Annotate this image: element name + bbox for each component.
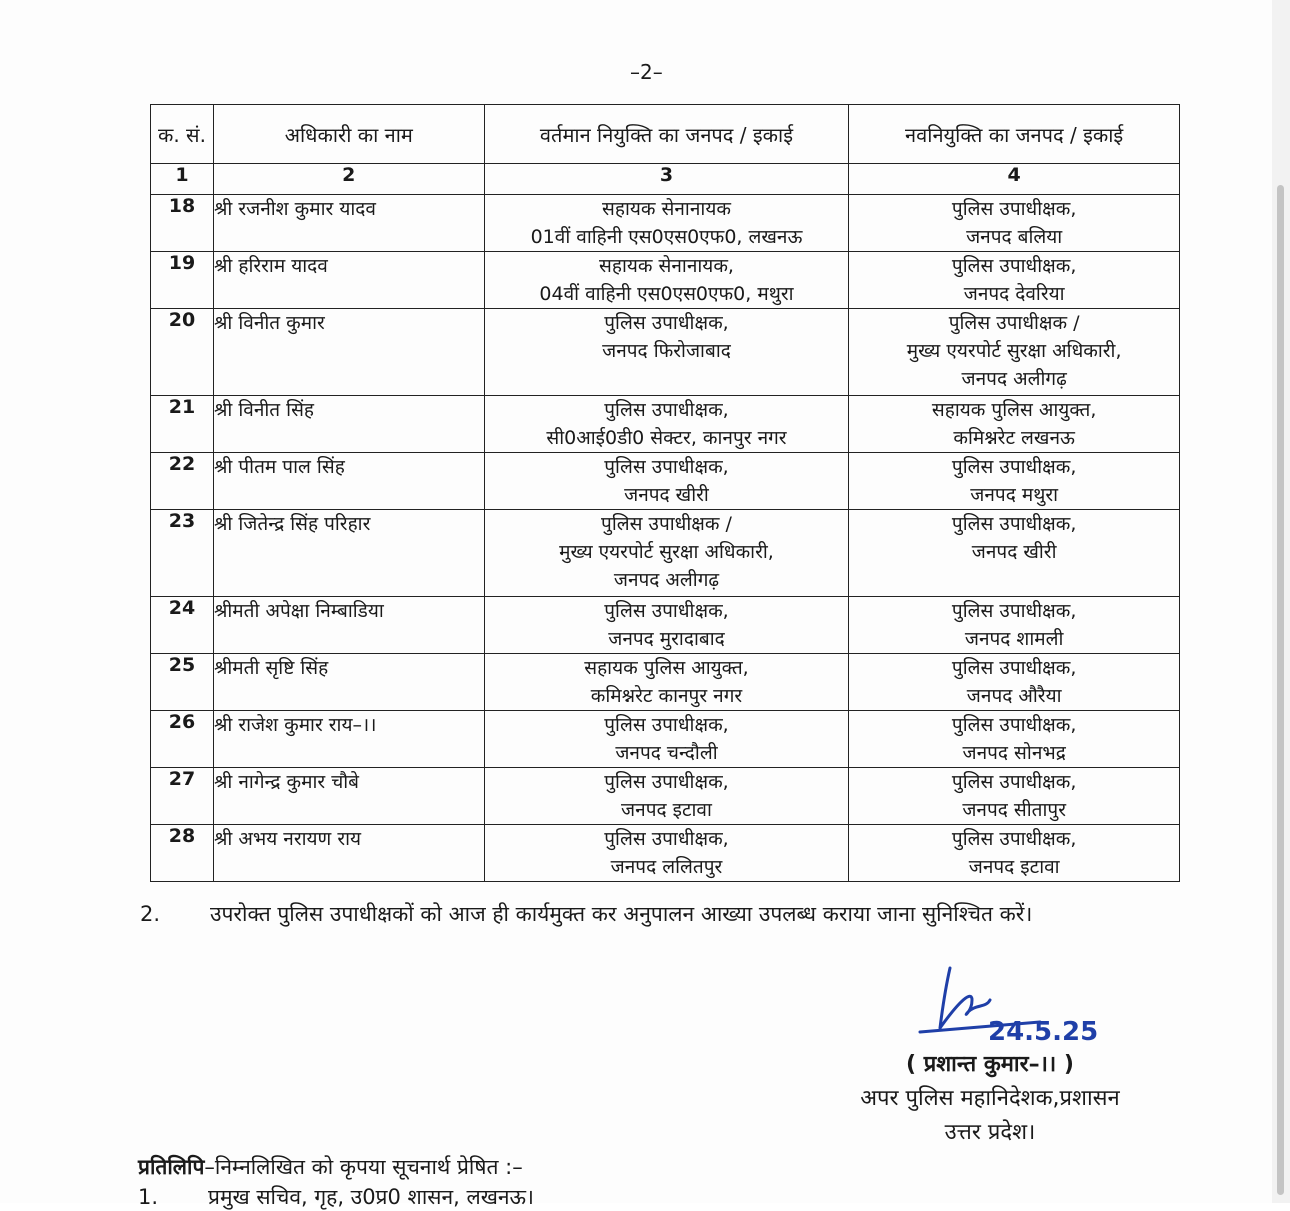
new-posting-cell <box>849 825 1180 882</box>
current-posting-line: सी0आई0डी0 सेक्टर, कानपुर नगर <box>546 427 787 449</box>
current-posting-cell <box>484 396 849 453</box>
serial-number-cell: 27 <box>151 768 214 825</box>
new-posting-line: जनपद शामली <box>964 628 1064 650</box>
signer-block <box>800 1048 1180 1150</box>
current-posting-cell <box>484 309 849 396</box>
officer-name-cell: श्री विनीत कुमार <box>213 309 484 396</box>
paragraph-number: 2. <box>140 902 161 926</box>
current-posting-cell <box>484 711 849 768</box>
officer-name-cell: श्री जितेन्द्र सिंह परिहार <box>213 510 484 597</box>
current-posting-line: पुलिस उपाधीक्षक, <box>604 399 729 421</box>
new-posting-cell <box>849 252 1180 309</box>
table-header-row <box>151 105 1180 164</box>
new-posting-line: जनपद देवरिया <box>963 283 1065 305</box>
new-posting-line: पुलिस उपाधीक्षक, <box>951 771 1077 793</box>
serial-number-cell: 18 <box>151 195 214 252</box>
current-posting-line: 04वीं वाहिनी एस0एस0एफ0, मथुरा <box>539 283 794 305</box>
new-posting-line: जनपद औरैया <box>966 685 1062 707</box>
table-row <box>151 309 1180 396</box>
new-posting-line: पुलिस उपाधीक्षक, <box>951 456 1077 478</box>
copy-text: –निम्नलिखित को कृपया सूचनार्थ प्रेषित :– <box>204 1155 523 1179</box>
table-row <box>151 597 1180 654</box>
current-posting-cell <box>484 825 849 882</box>
new-posting-line: जनपद बलिया <box>966 226 1063 248</box>
copy-item-1 <box>138 1183 534 1211</box>
header-serial: क. सं. <box>151 105 214 164</box>
copy-item-text: प्रमुख सचिव, गृह, उ0प्र0 शासन, लखनऊ। <box>208 1185 534 1209</box>
new-posting-line: पुलिस उपाधीक्षक, <box>951 714 1077 736</box>
new-posting-cell <box>849 396 1180 453</box>
new-posting-line: पुलिस उपाधीक्षक, <box>951 828 1077 850</box>
current-posting-cell <box>484 195 849 252</box>
scrollbar-track[interactable] <box>1272 0 1290 1203</box>
officer-name-cell: श्री विनीत सिंह <box>213 396 484 453</box>
current-posting-line: जनपद ललितपुर <box>610 856 723 878</box>
current-posting-cell <box>484 768 849 825</box>
column-number: 2 <box>213 164 484 195</box>
officer-name-cell: श्री नागेन्द्र कुमार चौबे <box>213 768 484 825</box>
new-posting-line: पुलिस उपाधीक्षक, <box>951 657 1077 679</box>
new-posting-cell <box>849 309 1180 396</box>
officer-name-cell: श्री हरिराम यादव <box>213 252 484 309</box>
current-posting-line: जनपद इटावा <box>621 799 712 821</box>
new-posting-line: जनपद मथुरा <box>970 484 1059 506</box>
current-posting-line: जनपद चन्दौली <box>615 742 718 764</box>
new-posting-cell <box>849 711 1180 768</box>
new-posting-line: जनपद सोनभद्र <box>962 742 1066 764</box>
copy-label: प्रतिलिपि <box>138 1155 205 1179</box>
serial-number-cell: 28 <box>151 825 214 882</box>
signature-image <box>900 960 1130 1045</box>
serial-number-cell: 20 <box>151 309 214 396</box>
new-posting-cell <box>849 195 1180 252</box>
serial-number-cell: 22 <box>151 453 214 510</box>
officer-name-cell: श्री अभय नरायण राय <box>213 825 484 882</box>
current-posting-cell <box>484 453 849 510</box>
current-posting-cell <box>484 654 849 711</box>
table-row <box>151 396 1180 453</box>
current-posting-line: पुलिस उपाधीक्षक, <box>604 714 729 736</box>
current-posting-line: पुलिस उपाधीक्षक, <box>604 771 729 793</box>
paragraph-text: उपरोक्त पुलिस उपाधीक्षकों को आज ही कार्यमुक्त कर अनुपालन आख्या उपलब्ध कराया जाना सुनिश्चित करें। <box>210 902 1033 926</box>
header-current-posting: वर्तमान नियुक्ति का जनपद / इकाई <box>484 105 849 164</box>
table-row <box>151 510 1180 597</box>
copy-to-heading <box>138 1153 523 1181</box>
current-posting-line: पुलिस उपाधीक्षक, <box>604 600 729 622</box>
column-number: 1 <box>151 164 214 195</box>
new-posting-line: जनपद खीरी <box>971 541 1057 563</box>
column-number: 4 <box>849 164 1180 195</box>
table-row <box>151 453 1180 510</box>
current-posting-line: पुलिस उपाधीक्षक, <box>604 456 729 478</box>
new-posting-line: जनपद इटावा <box>968 856 1060 878</box>
table-row <box>151 654 1180 711</box>
table-row <box>151 252 1180 309</box>
new-posting-cell <box>849 453 1180 510</box>
new-posting-cell <box>849 768 1180 825</box>
officer-name-cell: श्रीमती सृष्टि सिंह <box>213 654 484 711</box>
new-posting-cell <box>849 654 1180 711</box>
new-posting-line: मुख्य एयरपोर्ट सुरक्षा अधिकारी, <box>906 340 1122 362</box>
officer-name-cell: श्री पीतम पाल सिंह <box>213 453 484 510</box>
current-posting-line: सहायक पुलिस आयुक्त, <box>584 657 749 679</box>
serial-number-cell: 26 <box>151 711 214 768</box>
new-posting-line: जनपद अलीगढ़ <box>961 368 1067 390</box>
new-posting-line: पुलिस उपाधीक्षक / <box>948 312 1080 334</box>
column-number: 3 <box>484 164 849 195</box>
header-officer-name: अधिकारी का नाम <box>213 105 484 164</box>
signer-designation: अपर पुलिस महानिदेशक,प्रशासन <box>860 1086 1120 1111</box>
officer-name-cell: श्री राजेश कुमार राय–।। <box>213 711 484 768</box>
serial-number-cell: 19 <box>151 252 214 309</box>
current-posting-line: जनपद अलीगढ़ <box>613 569 720 591</box>
signature-date: 24.5.25 <box>988 1017 1099 1045</box>
current-posting-line: जनपद मुरादाबाद <box>608 628 725 650</box>
officer-name-cell: श्रीमती अपेक्षा निम्बाडिया <box>213 597 484 654</box>
serial-number-cell: 24 <box>151 597 214 654</box>
current-posting-line: सहायक सेनानायक <box>602 198 731 220</box>
page-number: –2– <box>630 60 663 84</box>
new-posting-line: सहायक पुलिस आयुक्त, <box>931 399 1097 421</box>
transfer-table <box>150 104 1180 882</box>
current-posting-cell <box>484 510 849 597</box>
copy-item-number: 1. <box>138 1185 159 1209</box>
current-posting-line: जनपद खीरी <box>624 484 709 506</box>
new-posting-line: जनपद सीतापुर <box>962 799 1066 821</box>
table-row <box>151 195 1180 252</box>
table-row <box>151 768 1180 825</box>
column-number-row <box>151 164 1180 195</box>
officer-name-cell: श्री रजनीश कुमार यादव <box>213 195 484 252</box>
serial-number-cell: 25 <box>151 654 214 711</box>
current-posting-line: जनपद फिरोजाबाद <box>602 340 731 362</box>
signer-name: ( प्रशान्त कुमार–।। ) <box>905 1052 1074 1077</box>
current-posting-line: सहायक सेनानायक, <box>599 255 734 277</box>
current-posting-line: पुलिस उपाधीक्षक, <box>604 312 729 334</box>
new-posting-line: पुलिस उपाधीक्षक, <box>951 255 1077 277</box>
current-posting-line: मुख्य एयरपोर्ट सुरक्षा अधिकारी, <box>559 541 774 563</box>
new-posting-cell <box>849 510 1180 597</box>
instruction-paragraph <box>140 898 1180 931</box>
current-posting-line: 01वीं वाहिनी एस0एस0एफ0, लखनऊ <box>530 226 803 248</box>
current-posting-line: कमिश्नरेट कानपुर नगर <box>590 685 743 707</box>
new-posting-line: कमिश्नरेट लखनऊ <box>953 427 1075 449</box>
current-posting-line: पुलिस उपाधीक्षक, <box>604 828 729 850</box>
header-new-posting: नवनियुक्ति का जनपद / इकाई <box>849 105 1180 164</box>
signer-state: उत्तर प्रदेश। <box>944 1120 1036 1145</box>
serial-number-cell: 23 <box>151 510 214 597</box>
current-posting-cell <box>484 252 849 309</box>
current-posting-cell <box>484 597 849 654</box>
new-posting-line: पुलिस उपाधीक्षक, <box>951 600 1077 622</box>
new-posting-line: पुलिस उपाधीक्षक, <box>951 198 1077 220</box>
scrollbar-thumb[interactable] <box>1277 185 1284 1195</box>
table-row <box>151 711 1180 768</box>
new-posting-line: पुलिस उपाधीक्षक, <box>951 513 1077 535</box>
new-posting-cell <box>849 597 1180 654</box>
serial-number-cell: 21 <box>151 396 214 453</box>
table-row <box>151 825 1180 882</box>
current-posting-line: पुलिस उपाधीक्षक / <box>601 513 732 535</box>
